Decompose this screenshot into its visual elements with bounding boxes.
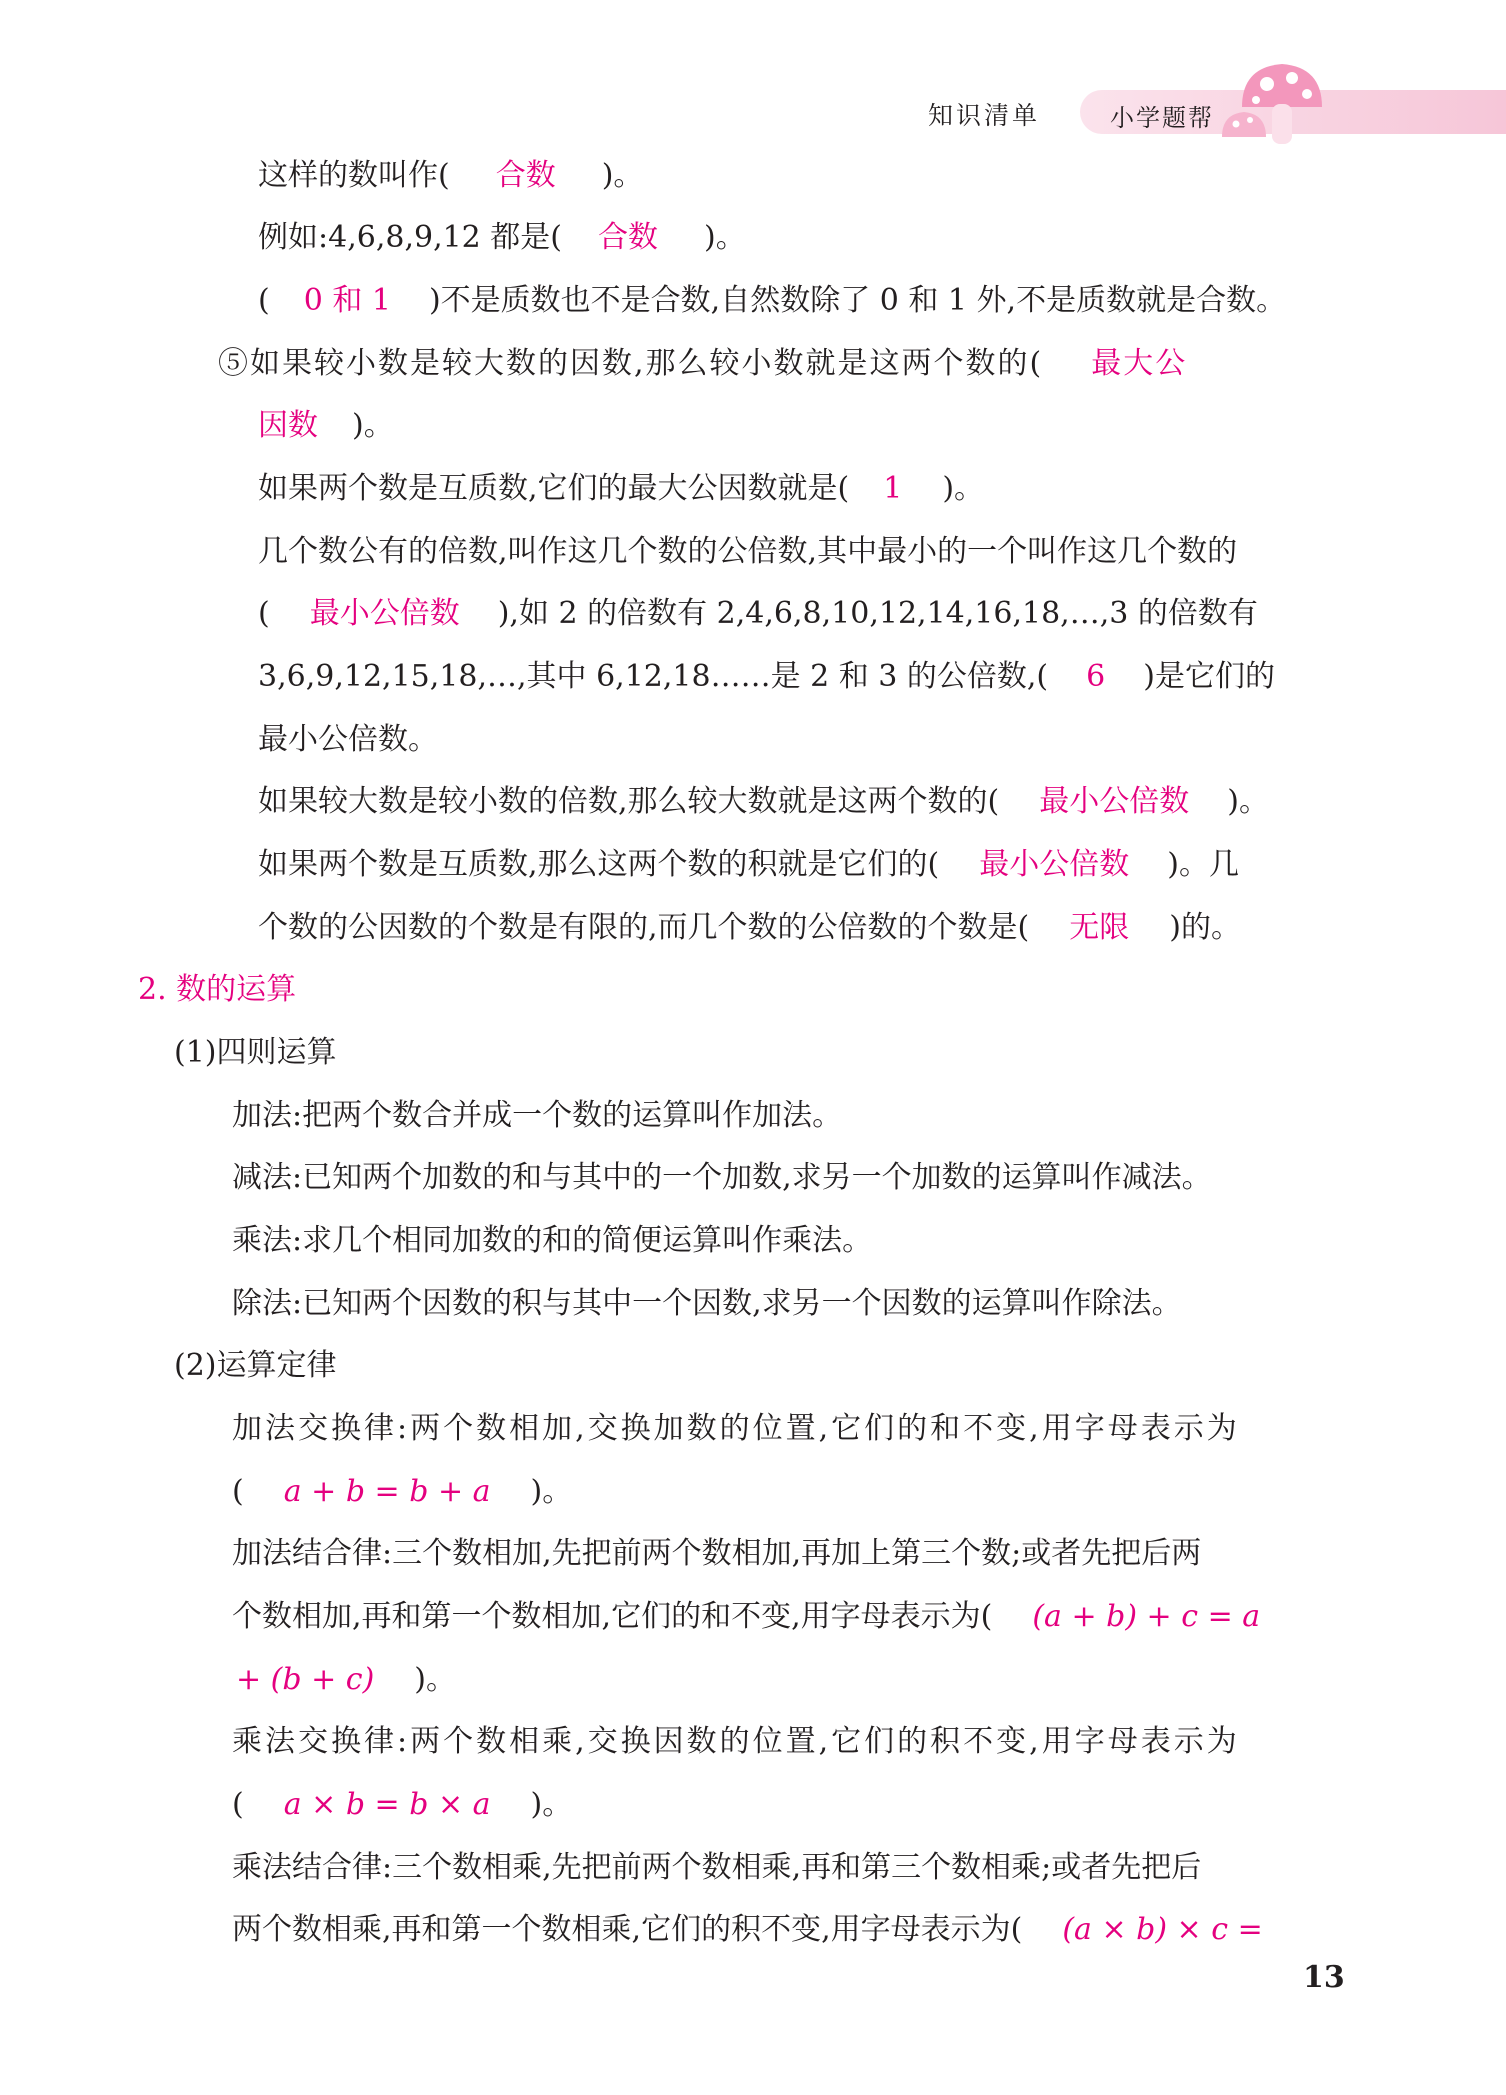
text-line: 这样的数叫作( 合数 )。 [258,158,644,193]
text-line: 加法结合律:三个数相加,先把前两个数相加,再加上第三个数;或者先把后两 [232,1536,1202,1571]
section-label: 知识清单 [928,101,1041,130]
text-line: 除法:已知两个因数的积与其中一个因数,求另一个因数的运算叫作除法。 [232,1286,1182,1321]
answer: 最小公倍数 [1039,784,1190,819]
text-line: 几个数公有的倍数,叫作这几个数的公倍数,其中最小的一个叫作这几个数的 [258,534,1238,569]
text-line: 如果两个数是互质数,那么这两个数的积就是它们的( 最小公倍数 )。几 [258,847,1239,882]
text-line: ( 0 和 1 )不是质数也不是合数,自然数除了 0 和 1 外,不是质数就是合数。 [258,283,1287,318]
answer: 最小公倍数 [979,847,1130,882]
answer: 1 [883,471,903,506]
text-line: 乘法结合律:三个数相乘,先把前两个数相乘,再和第三个数相乘;或者先把后 [232,1850,1202,1885]
text-line: 如果两个数是互质数,它们的最大公因数就是( 1 )。 [258,471,985,506]
answer: a + b = b + a [283,1474,491,1509]
text-line: 例如:4,6,8,9,12 都是( 合数 )。 [258,220,746,255]
answer: (a + b) + c = a [1032,1599,1261,1634]
subsection-heading: (2)运算定律 [174,1348,337,1383]
mushroom-icon [1222,52,1342,152]
text-line: 个数相加,再和第一个数相加,它们的和不变,用字母表示为( (a + b) + c = a [232,1599,1261,1634]
text-line: 乘法:求几个相同加数的和的简便运算叫作乘法。 [232,1223,873,1258]
answer: 因数 [258,408,318,443]
answer: (a × b) × c = [1062,1912,1263,1947]
answer: 0 和 1 [303,283,391,318]
text-line: 3,6,9,12,15,18,…,其中 6,12,18……是 2 和 3 的公倍数,( 6 )是它们的 [258,659,1275,694]
answer: 合数 [598,220,659,255]
text-line: 如果较大数是较小数的倍数,那么较大数就是这两个数的( 最小公倍数 )。 [258,784,1269,819]
text-line: 加法:把两个数合并成一个数的运算叫作加法。 [232,1098,843,1133]
answer: 无限 [1069,910,1130,945]
text-line: 个数的公因数的个数是有限的,而几个数的公倍数的个数是( 无限 )的。 [258,910,1241,945]
text-line: 最小公倍数。 [258,722,438,757]
text-line: ( a + b = b + a )。 [232,1474,573,1509]
text-line: 乘法交换律:两个数相乘,交换因数的位置,它们的积不变,用字母表示为 [232,1724,1240,1759]
text-line: + (b + c) )。 [236,1662,457,1697]
page-number: 13 [1303,1960,1345,1995]
text-line: ( 最小公倍数 ),如 2 的倍数有 2,4,6,8,10,12,14,16,18,…,3 的倍数有 [258,596,1258,631]
text-line: 因数 )。 [258,408,394,443]
answer: 最大公 [1091,346,1188,381]
text-line: 减法:已知两个加数的和与其中的一个加数,求另一个加数的运算叫作减法。 [232,1160,1212,1195]
text-line: 加法交换律:两个数相加,交换加数的位置,它们的和不变,用字母表示为 [232,1411,1240,1446]
text-line: ( a × b = b × a )。 [232,1787,573,1822]
answer: 合数 [495,158,556,193]
answer: 最小公倍数 [309,596,460,631]
subsection-heading: (1)四则运算 [174,1035,337,1070]
text-line: ⑤如果较小数是较大数的因数,那么较小数就是这两个数的( 最大公 [218,346,1188,381]
text-line: 两个数相乘,再和第一个数相乘,它们的积不变,用字母表示为( (a × b) × c = [232,1912,1263,1947]
section-heading: 2. 数的运算 [138,972,297,1007]
answer: 6 [1086,659,1106,694]
answer: + (b + c) [236,1662,375,1697]
brand-label: 小学题帮 [1110,104,1214,132]
answer: a × b = b × a [283,1787,491,1822]
